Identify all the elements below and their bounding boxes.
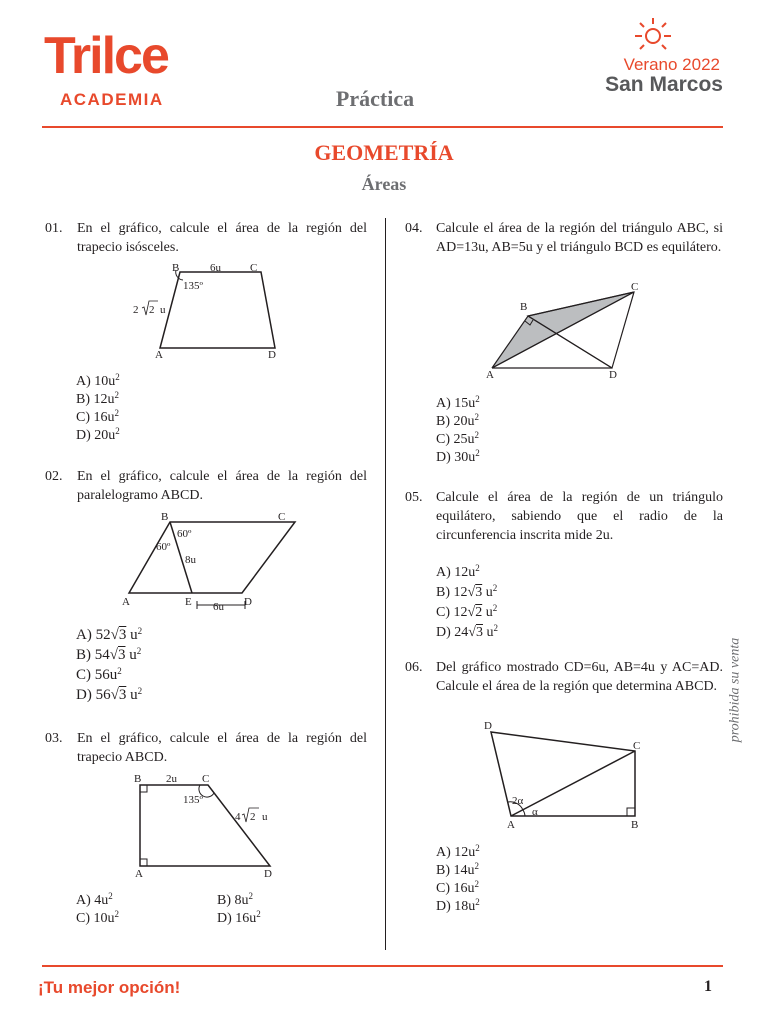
question-text: Calcule el área de la región de un triángulo equilátero, sabiendo que el radio de la circunferencia inscrita mide 2u. — [436, 490, 723, 543]
page-title: GEOMETRÍA — [314, 140, 454, 165]
sun-icon — [633, 16, 673, 52]
option-d[interactable]: D) 56√3 $u^2$ — [76, 686, 143, 703]
option-b[interactable]: B) $12u^2$ — [76, 390, 119, 407]
page-subtitle: Áreas — [361, 174, 407, 194]
figure-q4-triangles — [482, 278, 647, 384]
svg-text:6u: 6u — [210, 262, 221, 274]
svg-text:C: C — [250, 262, 258, 274]
q4-options — [436, 395, 480, 467]
trilce-logo: Trilce — [44, 27, 168, 85]
svg-text:D: D — [264, 868, 272, 880]
option-c[interactable]: C) $25u^2$ — [436, 430, 479, 447]
option-a[interactable]: A) $12u^2$ — [436, 563, 480, 580]
option-c[interactable]: C) $10u^2$ — [76, 909, 119, 926]
svg-text:C: C — [202, 773, 210, 785]
option-c[interactable]: C) $16u^2$ — [436, 879, 479, 896]
question-06 — [405, 658, 723, 718]
svg-text:C: C — [631, 281, 639, 293]
option-b[interactable]: B) 54√3 $u^2$ — [76, 646, 142, 663]
option-a[interactable]: A) 52√3 $u^2$ — [76, 626, 143, 643]
figure-q2-parallelogram — [115, 507, 300, 615]
svg-text:B: B — [172, 262, 180, 274]
option-d[interactable]: D) $16u^2$ — [217, 909, 261, 926]
svg-text:u: u — [160, 304, 166, 316]
svg-text:2: 2 — [133, 304, 139, 316]
footer-slogan: ¡Tu mejor opción! — [38, 978, 181, 997]
svg-text:α: α — [532, 806, 538, 818]
svg-text:u: u — [262, 811, 268, 823]
svg-text:D: D — [609, 369, 617, 381]
question-number: 02. — [45, 469, 63, 484]
option-d[interactable]: D) 24√3 $u^2$ — [436, 623, 498, 640]
figure-q3-trapezoid — [128, 770, 288, 880]
question-text: En el gráfico, calcule el área de la región del trapecio ABCD. — [77, 731, 367, 765]
option-c[interactable]: C) $16u^2$ — [76, 408, 119, 425]
q3-options-left — [76, 892, 119, 928]
svg-text:4: 4 — [235, 811, 241, 823]
question-number: 03. — [45, 731, 63, 746]
svg-text:60º: 60º — [177, 528, 192, 540]
svg-text:2u: 2u — [166, 773, 177, 785]
question-number: 01. — [45, 221, 63, 236]
question-05 — [405, 488, 723, 548]
svg-text:A: A — [122, 596, 130, 608]
option-d[interactable]: D) $20u^2$ — [76, 426, 120, 443]
svg-text:2: 2 — [149, 304, 155, 316]
svg-text:D: D — [244, 596, 252, 608]
svg-text:B: B — [520, 301, 528, 313]
svg-text:D: D — [268, 349, 276, 361]
option-b[interactable]: B) $8u^2$ — [217, 891, 253, 908]
svg-text:C: C — [278, 511, 286, 523]
option-b[interactable]: B) $20u^2$ — [436, 412, 479, 429]
question-text: Del gráfico mostrado CD=6u, AB=4u y AC=AD. Calcule el área de la región que determina ABCD. — [436, 660, 723, 694]
svg-text:6u: 6u — [213, 601, 224, 613]
svg-text:60º: 60º — [156, 541, 171, 553]
question-02 — [45, 467, 367, 507]
q6-options — [436, 844, 480, 916]
option-d[interactable]: D) $18u^2$ — [436, 897, 480, 914]
option-b[interactable]: B) 12√3 $u^2$ — [436, 583, 498, 600]
option-a[interactable]: A) $4u^2$ — [76, 891, 113, 908]
svg-text:2: 2 — [250, 811, 256, 823]
option-a[interactable]: A) $12u^2$ — [436, 843, 480, 860]
figure-q1-trapezoid — [125, 258, 295, 366]
svg-text:E: E — [185, 596, 192, 608]
figure-q6-quadrilateral — [475, 716, 655, 834]
option-d[interactable]: D) $30u^2$ — [436, 448, 480, 465]
svg-text:8u: 8u — [185, 554, 196, 566]
question-text: En el gráfico, calcule el área de la región del paralelogramo ABCD. — [77, 469, 367, 503]
question-04 — [405, 219, 723, 279]
practica-heading: Práctica — [335, 86, 415, 111]
q1-options — [76, 373, 120, 445]
q5-options — [436, 563, 498, 643]
svg-text:A: A — [155, 349, 163, 361]
q3-options-right — [217, 892, 261, 928]
svg-text:B: B — [161, 511, 169, 523]
svg-text:135º: 135º — [183, 280, 203, 292]
svg-text:135º: 135º — [183, 794, 203, 806]
column-divider — [385, 218, 386, 950]
campus-label: San Marcos — [605, 73, 723, 96]
question-number: 04. — [405, 221, 423, 236]
option-a[interactable]: A) $10u^2$ — [76, 372, 120, 389]
q2-options — [76, 625, 142, 705]
question-number: 06. — [405, 660, 423, 675]
question-text: En el gráfico, calcule el área de la región del trapecio isósceles. — [77, 221, 367, 255]
question-01 — [45, 219, 367, 259]
svg-text:A: A — [486, 369, 494, 381]
question-03 — [45, 729, 367, 769]
svg-text:2α: 2α — [512, 795, 524, 807]
option-c[interactable]: C) 12√2 $u^2$ — [436, 603, 498, 620]
academia-label: ACADEMIA — [60, 90, 164, 109]
season-label: Verano 2022 — [623, 55, 720, 74]
question-number: 05. — [405, 490, 423, 505]
svg-text:B: B — [134, 773, 142, 785]
svg-text:B: B — [631, 819, 639, 831]
svg-text:A: A — [135, 868, 143, 880]
footer-divider — [42, 965, 723, 967]
svg-text:C: C — [633, 740, 641, 752]
option-c[interactable]: C) $56u^2$ — [76, 666, 122, 683]
header-divider — [42, 126, 723, 128]
svg-text:D: D — [484, 720, 492, 732]
question-text: Calcule el área de la región del triángulo ABC, si AD=13u, AB=5u y el triángulo BCD es equilátero. — [436, 221, 723, 255]
option-a[interactable]: A) $15u^2$ — [436, 394, 480, 411]
side-note: prohibida su venta — [727, 637, 743, 743]
option-b[interactable]: B) $14u^2$ — [436, 861, 479, 878]
page-number: 1 — [704, 978, 712, 995]
svg-text:A: A — [507, 819, 515, 831]
